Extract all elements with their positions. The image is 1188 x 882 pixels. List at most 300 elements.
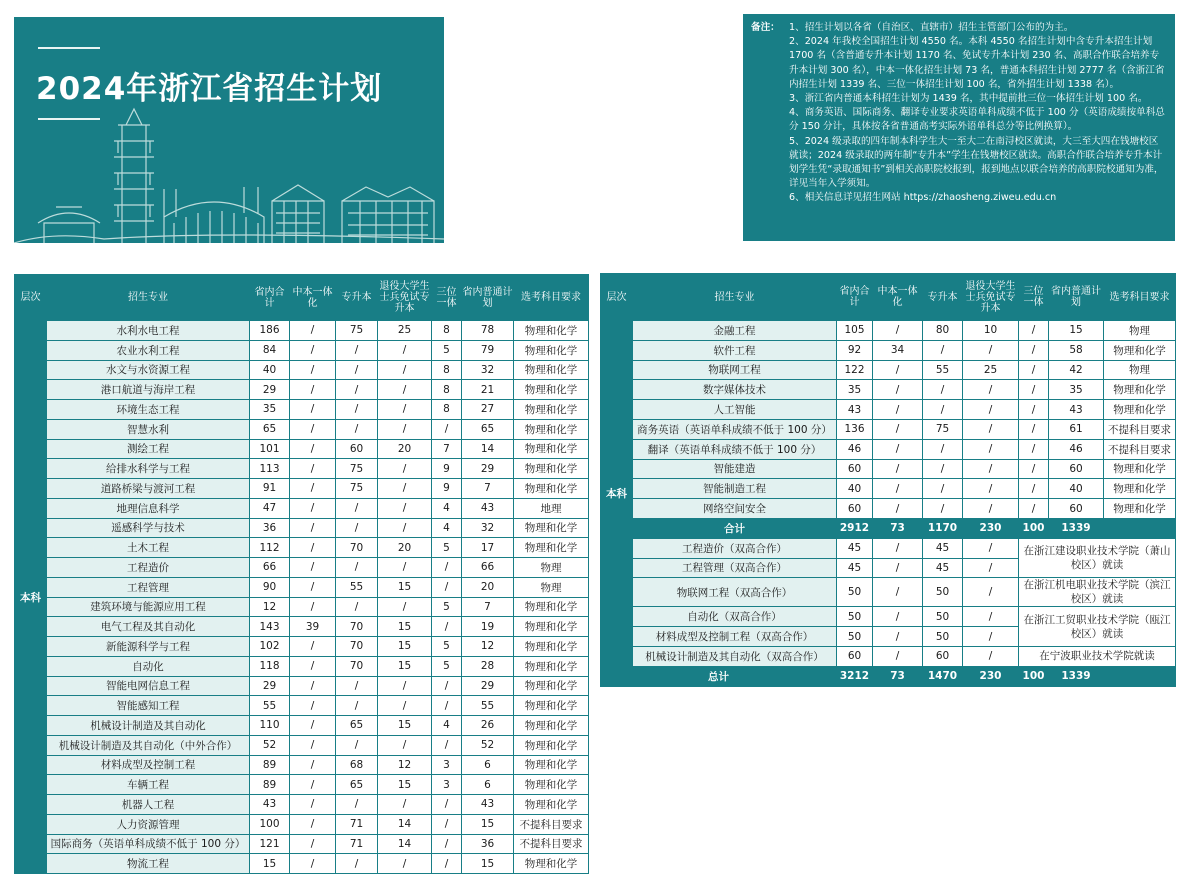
major-cell: 智慧水利	[47, 419, 250, 439]
subtotal-blank	[1104, 518, 1176, 538]
value-cell: 50	[837, 607, 873, 627]
value-cell: /	[963, 439, 1019, 459]
major-cell: 人工智能	[633, 400, 837, 420]
value-cell: 5	[432, 637, 462, 657]
value-cell: 9	[432, 459, 462, 479]
enrollment-table-right	[600, 273, 1176, 687]
value-cell: /	[873, 419, 923, 439]
major-cell: 工程管理	[47, 577, 250, 597]
value-cell: /	[378, 360, 432, 380]
value-cell: 55	[923, 360, 963, 380]
value-cell: 物理和化学	[514, 419, 589, 439]
value-cell: 102	[250, 637, 290, 657]
note-item: 3、浙江省内普通本科招生计划为 1439 名，其中提前批三位一体招生计划 100 名。	[789, 93, 1148, 105]
subtotal-row	[601, 518, 1176, 538]
table-row	[15, 558, 589, 578]
value-cell: 5	[432, 597, 462, 617]
value-cell: /	[963, 340, 1019, 360]
value-cell: /	[290, 419, 336, 439]
value-cell: 65	[336, 716, 378, 736]
major-cell: 智能建造	[633, 459, 837, 479]
header-level: 层次	[601, 274, 633, 321]
total-value: 73	[873, 666, 923, 686]
value-cell: 34	[873, 340, 923, 360]
value-cell: 物理和化学	[514, 854, 589, 874]
value-cell: 70	[336, 637, 378, 657]
header-major: 招生专业	[47, 275, 250, 321]
value-cell: /	[963, 627, 1019, 647]
value-cell: /	[923, 400, 963, 420]
value-cell: /	[963, 646, 1019, 666]
value-cell: 4	[432, 716, 462, 736]
value-cell: 61	[1049, 419, 1104, 439]
table-row	[15, 419, 589, 439]
value-cell: 101	[250, 439, 290, 459]
value-cell: /	[378, 597, 432, 617]
value-cell: 物理和化学	[514, 439, 589, 459]
value-cell: /	[963, 400, 1019, 420]
value-cell: /	[290, 459, 336, 479]
value-cell: /	[336, 795, 378, 815]
value-cell: 21	[462, 380, 514, 400]
value-cell: 47	[250, 498, 290, 518]
value-cell: /	[336, 400, 378, 420]
value-cell: 32	[462, 360, 514, 380]
value-cell: 122	[837, 360, 873, 380]
major-cell: 人力资源管理	[47, 814, 250, 834]
value-cell: 55	[336, 577, 378, 597]
value-cell: 物理和化学	[514, 518, 589, 538]
value-cell: /	[873, 479, 923, 499]
value-cell: /	[963, 538, 1019, 558]
value-cell: 5	[432, 656, 462, 676]
value-cell: 15	[378, 617, 432, 637]
value-cell: 36	[250, 518, 290, 538]
subtotal-value: 2912	[837, 518, 873, 538]
value-cell: 50	[923, 607, 963, 627]
value-cell: 75	[336, 459, 378, 479]
value-cell: /	[290, 340, 336, 360]
total-value: 1339	[1049, 666, 1104, 686]
table-row	[15, 755, 589, 775]
note-item: 6、相关信息详见招生网站 https://zhaosheng.ziweu.edu.cn	[789, 192, 1057, 204]
header-level: 层次	[15, 275, 47, 321]
value-cell: /	[336, 360, 378, 380]
value-cell: /	[923, 459, 963, 479]
value-cell: 43	[1049, 400, 1104, 420]
value-cell: /	[1019, 439, 1049, 459]
value-cell: 121	[250, 834, 290, 854]
major-cell: 车辆工程	[47, 775, 250, 795]
value-cell: /	[290, 854, 336, 874]
level-cell: 本科	[601, 321, 633, 667]
major-cell: 网络空间安全	[633, 499, 837, 519]
value-cell: 15	[462, 814, 514, 834]
value-cell: 70	[336, 656, 378, 676]
value-cell: 物理和化学	[1104, 499, 1176, 519]
value-cell: 15	[378, 577, 432, 597]
value-cell: 15	[378, 775, 432, 795]
value-cell: 物理	[514, 558, 589, 578]
value-cell: 50	[837, 578, 873, 607]
value-cell: 50	[837, 627, 873, 647]
total-value: 1470	[923, 666, 963, 686]
value-cell: /	[290, 775, 336, 795]
major-cell: 商务英语（英语单科成绩不低于 100 分）	[633, 419, 837, 439]
value-cell: 43	[837, 400, 873, 420]
table-row	[15, 380, 589, 400]
value-cell: /	[432, 795, 462, 815]
value-cell: 7	[432, 439, 462, 459]
value-cell: /	[432, 814, 462, 834]
table-row	[15, 498, 589, 518]
value-cell: 65	[336, 775, 378, 795]
value-cell: 89	[250, 775, 290, 795]
table-row	[15, 577, 589, 597]
value-cell: /	[290, 518, 336, 538]
value-cell: 15	[250, 854, 290, 874]
table-row	[15, 439, 589, 459]
coop-row	[601, 578, 1176, 607]
value-cell: 91	[250, 479, 290, 499]
value-cell: /	[336, 597, 378, 617]
value-cell: /	[290, 656, 336, 676]
value-cell: 物理和化学	[514, 400, 589, 420]
table-row	[15, 617, 589, 637]
value-cell: /	[290, 735, 336, 755]
major-cell: 水文与水资源工程	[47, 360, 250, 380]
value-cell: 89	[250, 755, 290, 775]
table-row	[601, 340, 1176, 360]
value-cell: 20	[378, 439, 432, 459]
table-row	[15, 518, 589, 538]
value-cell: /	[378, 479, 432, 499]
major-cell: 遥感科学与技术	[47, 518, 250, 538]
value-cell: /	[432, 676, 462, 696]
value-cell: /	[290, 577, 336, 597]
table-header-row	[601, 274, 1176, 321]
value-cell: /	[432, 419, 462, 439]
value-cell: 68	[336, 755, 378, 775]
value-cell: 70	[336, 538, 378, 558]
value-cell: 物理和化学	[1104, 400, 1176, 420]
table-row	[15, 340, 589, 360]
table-row	[601, 499, 1176, 519]
value-cell: 71	[336, 834, 378, 854]
major-cell: 给排水科学与工程	[47, 459, 250, 479]
value-cell: /	[1019, 400, 1049, 420]
value-cell: 8	[432, 360, 462, 380]
value-cell: 136	[837, 419, 873, 439]
value-cell: 8	[432, 400, 462, 420]
table-left-body	[15, 321, 589, 874]
value-cell: 186	[250, 321, 290, 341]
value-cell: /	[290, 400, 336, 420]
value-cell: /	[336, 735, 378, 755]
header-integrated: 中本一体化	[290, 275, 336, 321]
value-cell: 45	[837, 538, 873, 558]
value-cell: 84	[250, 340, 290, 360]
value-cell: /	[290, 360, 336, 380]
value-cell: /	[290, 558, 336, 578]
value-cell: /	[378, 400, 432, 420]
value-cell: 7	[462, 597, 514, 617]
value-cell: 118	[250, 656, 290, 676]
value-cell: 物理	[1104, 321, 1176, 341]
table-row	[601, 400, 1176, 420]
value-cell: 65	[462, 419, 514, 439]
value-cell: 不提科目要求	[514, 834, 589, 854]
major-cell: 物联网工程	[633, 360, 837, 380]
major-cell: 智能感知工程	[47, 696, 250, 716]
value-cell: 14	[462, 439, 514, 459]
value-cell: /	[1019, 340, 1049, 360]
campus-skyline-illustration	[14, 17, 444, 243]
table-row	[601, 459, 1176, 479]
value-cell: 物理和化学	[514, 360, 589, 380]
value-cell: 15	[378, 656, 432, 676]
value-cell: /	[873, 400, 923, 420]
campus-location: 在宁波职业技术学院就读	[1019, 646, 1176, 666]
value-cell: /	[873, 499, 923, 519]
value-cell: /	[923, 340, 963, 360]
major-cell: 智能电网信息工程	[47, 676, 250, 696]
major-cell: 新能源科学与工程	[47, 637, 250, 657]
value-cell: 29	[462, 676, 514, 696]
table-row	[15, 676, 589, 696]
value-cell: 43	[462, 498, 514, 518]
header-total: 省内合计	[250, 275, 290, 321]
major-cell: 工程管理（双高合作）	[633, 558, 837, 578]
value-cell: 17	[462, 538, 514, 558]
total-value: 100	[1019, 666, 1049, 686]
value-cell: 29	[250, 676, 290, 696]
major-cell: 工程造价	[47, 558, 250, 578]
header-regular-plan: 省内普通计划	[1049, 274, 1104, 321]
value-cell: 物理和化学	[514, 538, 589, 558]
coop-row	[601, 607, 1176, 627]
value-cell: 物理和化学	[514, 479, 589, 499]
value-cell: 14	[378, 834, 432, 854]
header-major: 招生专业	[633, 274, 837, 321]
major-cell: 机械设计制造及其自动化	[47, 716, 250, 736]
value-cell: 5	[432, 340, 462, 360]
major-cell: 智能制造工程	[633, 479, 837, 499]
value-cell: 12	[378, 755, 432, 775]
value-cell: 不提科目要求	[1104, 419, 1176, 439]
value-cell: 25	[378, 321, 432, 341]
value-cell: /	[290, 597, 336, 617]
table-row	[15, 479, 589, 499]
value-cell: /	[378, 419, 432, 439]
value-cell: /	[963, 479, 1019, 499]
value-cell: /	[290, 321, 336, 341]
value-cell: 物理	[514, 577, 589, 597]
value-cell: 物理和化学	[514, 321, 589, 341]
value-cell: /	[378, 735, 432, 755]
table-header-row	[15, 275, 589, 321]
value-cell: 29	[462, 459, 514, 479]
table-row	[15, 637, 589, 657]
value-cell: 36	[462, 834, 514, 854]
value-cell: /	[1019, 479, 1049, 499]
value-cell: 28	[462, 656, 514, 676]
value-cell: /	[923, 380, 963, 400]
value-cell: /	[378, 558, 432, 578]
value-cell: /	[873, 380, 923, 400]
value-cell: 12	[462, 637, 514, 657]
value-cell: /	[336, 854, 378, 874]
header-integrated: 中本一体化	[873, 274, 923, 321]
table-row	[15, 400, 589, 420]
header-three-in-one: 三位一体	[432, 275, 462, 321]
value-cell: 113	[250, 459, 290, 479]
value-cell: /	[432, 577, 462, 597]
value-cell: 20	[462, 577, 514, 597]
value-cell: 4	[432, 518, 462, 538]
value-cell: 52	[250, 735, 290, 755]
value-cell: 14	[378, 814, 432, 834]
notes-label: 备注：	[751, 22, 780, 33]
value-cell: 15	[462, 854, 514, 874]
value-cell: /	[336, 419, 378, 439]
table-row	[15, 538, 589, 558]
value-cell: 物理和化学	[514, 795, 589, 815]
value-cell: /	[290, 795, 336, 815]
value-cell: 58	[1049, 340, 1104, 360]
value-cell: 55	[250, 696, 290, 716]
value-cell: /	[963, 607, 1019, 627]
value-cell: 15	[1049, 321, 1104, 341]
value-cell: 物理和化学	[514, 459, 589, 479]
table-row	[15, 597, 589, 617]
value-cell: /	[1019, 321, 1049, 341]
value-cell: /	[290, 716, 336, 736]
value-cell: 46	[1049, 439, 1104, 459]
value-cell: 50	[923, 578, 963, 607]
value-cell: 4	[432, 498, 462, 518]
value-cell: /	[378, 340, 432, 360]
value-cell: /	[290, 637, 336, 657]
value-cell: 60	[1049, 499, 1104, 519]
value-cell: /	[378, 676, 432, 696]
table-right-body	[601, 321, 1176, 687]
subtotal-value: 100	[1019, 518, 1049, 538]
value-cell: 8	[432, 321, 462, 341]
value-cell: 物理和化学	[514, 735, 589, 755]
value-cell: /	[290, 676, 336, 696]
value-cell: /	[873, 360, 923, 380]
value-cell: /	[378, 696, 432, 716]
major-cell: 港口航道与海岸工程	[47, 380, 250, 400]
value-cell: /	[963, 578, 1019, 607]
subtotal-value: 1339	[1049, 518, 1104, 538]
value-cell: 40	[1049, 479, 1104, 499]
value-cell: 46	[837, 439, 873, 459]
value-cell: 物理和化学	[514, 637, 589, 657]
value-cell: 35	[250, 400, 290, 420]
major-cell: 翻译（英语单科成绩不低于 100 分）	[633, 439, 837, 459]
value-cell: 15	[378, 637, 432, 657]
value-cell: /	[873, 538, 923, 558]
major-cell: 软件工程	[633, 340, 837, 360]
value-cell: /	[290, 538, 336, 558]
value-cell: /	[963, 459, 1019, 479]
value-cell: /	[923, 439, 963, 459]
value-cell: 75	[923, 419, 963, 439]
value-cell: 66	[462, 558, 514, 578]
table-row	[15, 360, 589, 380]
value-cell: 40	[250, 360, 290, 380]
value-cell: 43	[250, 795, 290, 815]
major-cell: 物联网工程（双高合作）	[633, 578, 837, 607]
value-cell: /	[336, 340, 378, 360]
value-cell: /	[963, 380, 1019, 400]
value-cell: 35	[837, 380, 873, 400]
table-row	[601, 360, 1176, 380]
value-cell: /	[432, 558, 462, 578]
major-cell: 道路桥梁与渡河工程	[47, 479, 250, 499]
value-cell: 80	[923, 321, 963, 341]
value-cell: /	[378, 795, 432, 815]
value-cell: 112	[250, 538, 290, 558]
note-item: 5、2024 级录取的四年制本科学生大一至大二在南浔校区就读，大三至大四在钱塘校区就读；2024 级录取的两年制“专升本”学生在钱塘校区就读。高职合作联合培养专升本计划学生凭“录取通知书”到相关高职院校报到，报到地点以联合培养的高职院校通知为准，详见当年入学须知。	[789, 135, 1164, 190]
value-cell: 不提科目要求	[514, 814, 589, 834]
major-cell: 建筑环境与能源应用工程	[47, 597, 250, 617]
value-cell: 8	[432, 380, 462, 400]
value-cell: 70	[336, 617, 378, 637]
table-row	[601, 419, 1176, 439]
header-veteran: 退役大学生士兵免试专升本	[963, 274, 1019, 321]
subtotal-label: 合计	[633, 518, 837, 538]
value-cell: /	[1019, 360, 1049, 380]
value-cell: /	[873, 558, 923, 578]
value-cell: /	[336, 380, 378, 400]
header-subject-requirement: 选考科目要求	[1104, 274, 1176, 321]
value-cell: 60	[923, 646, 963, 666]
notes-box	[743, 14, 1175, 241]
major-cell: 农业水利工程	[47, 340, 250, 360]
value-cell: 6	[462, 755, 514, 775]
coop-row	[601, 538, 1176, 558]
value-cell: 100	[250, 814, 290, 834]
value-cell: 60	[1049, 459, 1104, 479]
header-upgrade: 专升本	[923, 274, 963, 321]
value-cell: 90	[250, 577, 290, 597]
value-cell: 110	[250, 716, 290, 736]
header-regular-plan: 省内普通计划	[462, 275, 514, 321]
total-blank	[1104, 666, 1176, 686]
major-cell: 自动化	[47, 656, 250, 676]
value-cell: 物理和化学	[514, 617, 589, 637]
value-cell: /	[336, 696, 378, 716]
table-row	[15, 656, 589, 676]
value-cell: 物理和化学	[1104, 340, 1176, 360]
value-cell: /	[336, 498, 378, 518]
value-cell: /	[290, 498, 336, 518]
value-cell: /	[336, 676, 378, 696]
value-cell: /	[1019, 419, 1049, 439]
value-cell: 75	[336, 479, 378, 499]
title-banner	[14, 17, 444, 243]
value-cell: /	[290, 479, 336, 499]
major-cell: 机械设计制造及其自动化（中外合作）	[47, 735, 250, 755]
value-cell: 43	[462, 795, 514, 815]
value-cell: 60	[837, 646, 873, 666]
notes-body	[789, 21, 1165, 206]
value-cell: 25	[963, 360, 1019, 380]
table-row	[15, 735, 589, 755]
